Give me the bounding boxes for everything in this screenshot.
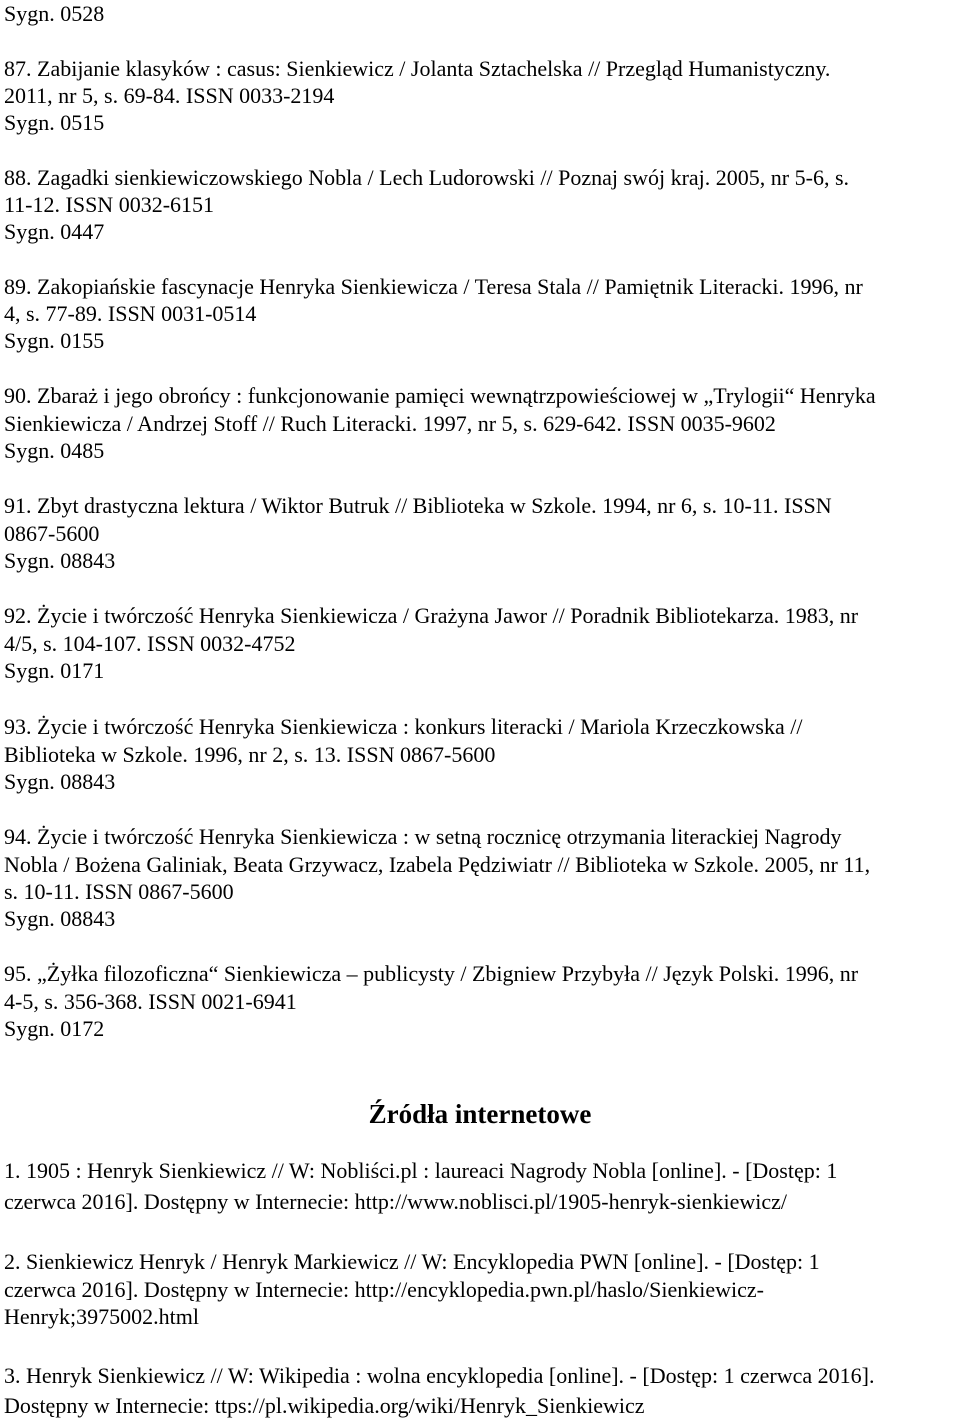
sygn-line: Sygn. 0528 xyxy=(4,1,105,26)
entry-line: Nobla / Bożena Galiniak, Beata Grzywacz, Izabela Pędziwiatr // Biblioteka w Szkole. 2005, nr 11, xyxy=(4,852,871,877)
source-line: czerwca 2016]. Dostępny w Internecie: http://encyklopedia.pwn.pl/haslo/Sienkiewicz- xyxy=(4,1277,764,1302)
sygn-line: Sygn. 08843 xyxy=(4,548,116,573)
entry-line: 0867-5600 xyxy=(4,521,100,546)
sygn-line: Sygn. 08843 xyxy=(4,769,116,794)
source-line: 3. Henryk Sienkiewicz // W: Wikipedia : wolna encyklopedia [online]. - [Dostęp: 1 czerwca 2016]. xyxy=(4,1363,875,1388)
entry-line: 90. Zbaraż i jego obrońcy : funkcjonowanie pamięci wewnątrzpowieściowej w „Trylogii“ Henryka xyxy=(4,383,876,408)
entry-line: Sienkiewicza / Andrzej Stoff // Ruch Literacki. 1997, nr 5, s. 629-642. ISSN 0035-9602 xyxy=(4,411,776,436)
sygn-line: Sygn. 0485 xyxy=(4,438,105,463)
section-heading: Źródła internetowe xyxy=(368,1099,592,1129)
sygn-line: Sygn. 0155 xyxy=(4,328,105,353)
sygn-line: Sygn. 0515 xyxy=(4,110,105,135)
entry-line: 11-12. ISSN 0032-6151 xyxy=(4,192,215,217)
sygn-line: Sygn. 08843 xyxy=(4,906,116,931)
entry-line: s. 10-11. ISSN 0867-5600 xyxy=(4,879,234,904)
entry-line: 94. Życie i twórczość Henryka Sienkiewicza : w setną rocznicę otrzymania literackiej Nagrody xyxy=(4,824,842,849)
source-line: czerwca 2016]. Dostępny w Internecie: http://www.noblisci.pl/1905-henryk-sienkiewicz/ xyxy=(4,1189,788,1214)
entry-line: 88. Zagadki sienkiewiczowskiego Nobla / Lech Ludorowski // Poznaj swój kraj. 2005, nr 5-6, s. xyxy=(4,165,850,190)
sygn-line: Sygn. 0171 xyxy=(4,658,105,683)
entry-line: 4/5, s. 104-107. ISSN 0032-4752 xyxy=(4,631,296,656)
sygn-line: Sygn. 0172 xyxy=(4,1016,105,1041)
entry-line: 2011, nr 5, s. 69-84. ISSN 0033-2194 xyxy=(4,83,335,108)
entry-line: 4-5, s. 356-368. ISSN 0021-6941 xyxy=(4,989,297,1014)
entry-line: 93. Życie i twórczość Henryka Sienkiewicza : konkurs literacki / Mariola Krzeczkowska // xyxy=(4,714,803,739)
entry-line: 4, s. 77-89. ISSN 0031-0514 xyxy=(4,301,257,326)
entry-line: 91. Zbyt drastyczna lektura / Wiktor Butruk // Biblioteka w Szkole. 1994, nr 6, s. 10-11. ISSN xyxy=(4,493,832,518)
source-line: Dostępny w Internecie: ttps://pl.wikipedia.org/wiki/Henryk_Sienkiewicz xyxy=(4,1393,645,1418)
source-line: 1. 1905 : Henryk Sienkiewicz // W: Nobliści.pl : laureaci Nagrody Nobla [online]. - [Dostęp: 1 xyxy=(4,1158,838,1183)
entry-line: 87. Zabijanie klasyków : casus: Sienkiewicz / Jolanta Sztachelska // Przegląd Humanistyczny. xyxy=(4,56,831,81)
entry-line: 95. „Żyłka filozoficzna“ Sienkiewicza – publicysty / Zbigniew Przybyła // Język Polski. 1996, nr xyxy=(4,961,859,986)
entry-line: Biblioteka w Szkole. 1996, nr 2, s. 13. ISSN 0867-5600 xyxy=(4,742,496,767)
entry-line: 89. Zakopiańskie fascynacje Henryka Sienkiewicza / Teresa Stala // Pamiętnik Literacki. 1996, nr xyxy=(4,274,863,299)
sygn-line: Sygn. 0447 xyxy=(4,219,105,244)
entry-line: 92. Życie i twórczość Henryka Sienkiewicza / Grażyna Jawor // Poradnik Bibliotekarza. 1983, nr xyxy=(4,603,859,628)
source-line: 2. Sienkiewicz Henryk / Henryk Markiewicz // W: Encyklopedia PWN [online]. - [Dostęp: 1 xyxy=(4,1249,820,1274)
source-line: Henryk;3975002.html xyxy=(4,1304,199,1329)
